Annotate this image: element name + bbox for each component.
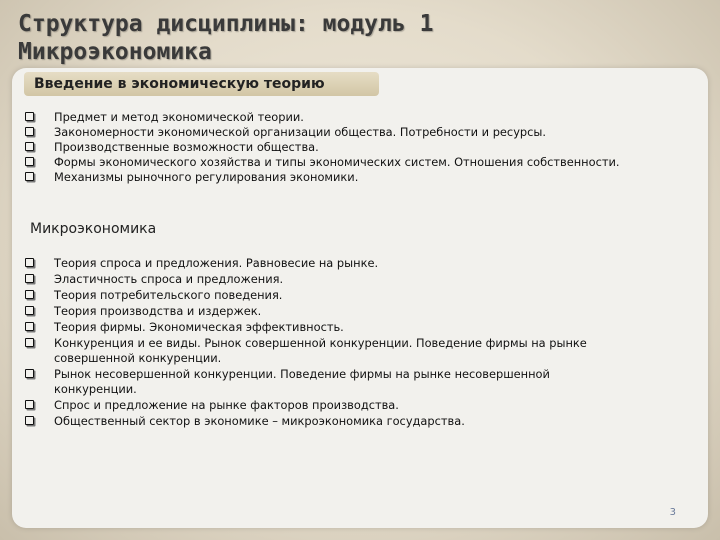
square-bullet-icon xyxy=(25,290,34,299)
square-bullet-icon xyxy=(25,127,34,136)
square-bullet-icon xyxy=(25,306,34,315)
section-heading-micro: Микроэкономика xyxy=(30,221,157,237)
list-item: Теория спроса и предложения. Равновесие на рынке. xyxy=(24,256,624,271)
list-item: Эластичность спроса и предложения. xyxy=(24,272,624,287)
section-heading-intro: Введение в экономическую теорию xyxy=(24,72,379,96)
square-bullet-icon xyxy=(25,400,34,409)
content-panel xyxy=(12,68,708,528)
list-item: Закономерности экономической организации общества. Потребности и ресурсы. xyxy=(24,125,694,140)
square-bullet-icon xyxy=(25,112,34,121)
list-item: Общественный сектор в экономике – микроэкономика государства. xyxy=(24,414,624,429)
list-item: Предмет и метод экономической теории. xyxy=(24,110,694,125)
list-item: Формы экономического хозяйства и типы экономических систем. Отношения собственности. xyxy=(24,155,694,170)
intro-topic-list xyxy=(24,110,694,185)
list-item: Теория производства и издержек. xyxy=(24,304,624,319)
square-bullet-icon xyxy=(25,258,34,267)
list-item: Рынок несовершенной конкуренции. Поведение фирмы на рынке несовершенной конкуренции. xyxy=(24,367,624,397)
square-bullet-icon xyxy=(25,172,34,181)
square-bullet-icon xyxy=(25,274,34,283)
square-bullet-icon xyxy=(25,142,34,151)
list-item: Спрос и предложение на рынке факторов производства. xyxy=(24,398,624,413)
list-item: Теория потребительского поведения. xyxy=(24,288,624,303)
square-bullet-icon xyxy=(25,322,34,331)
list-item: Механизмы рыночного регулирования экономики. xyxy=(24,170,694,185)
square-bullet-icon xyxy=(25,157,34,166)
list-item: Теория фирмы. Экономическая эффективность. xyxy=(24,320,624,335)
square-bullet-icon xyxy=(25,369,34,378)
title-line-1: Структура дисциплины: модуль 1 xyxy=(18,11,434,37)
page-number: 3 xyxy=(669,507,676,518)
list-item: Конкуренция и ее виды. Рынок совершенной конкуренции. Поведение фирмы на рынке совершенной конкуренции. xyxy=(24,336,624,366)
micro-topic-list xyxy=(24,256,624,430)
square-bullet-icon xyxy=(25,338,34,347)
slide-title xyxy=(18,10,433,66)
square-bullet-icon xyxy=(25,416,34,425)
list-item: Производственные возможности общества. xyxy=(24,140,694,155)
title-line-2: Микроэкономика xyxy=(18,39,212,65)
